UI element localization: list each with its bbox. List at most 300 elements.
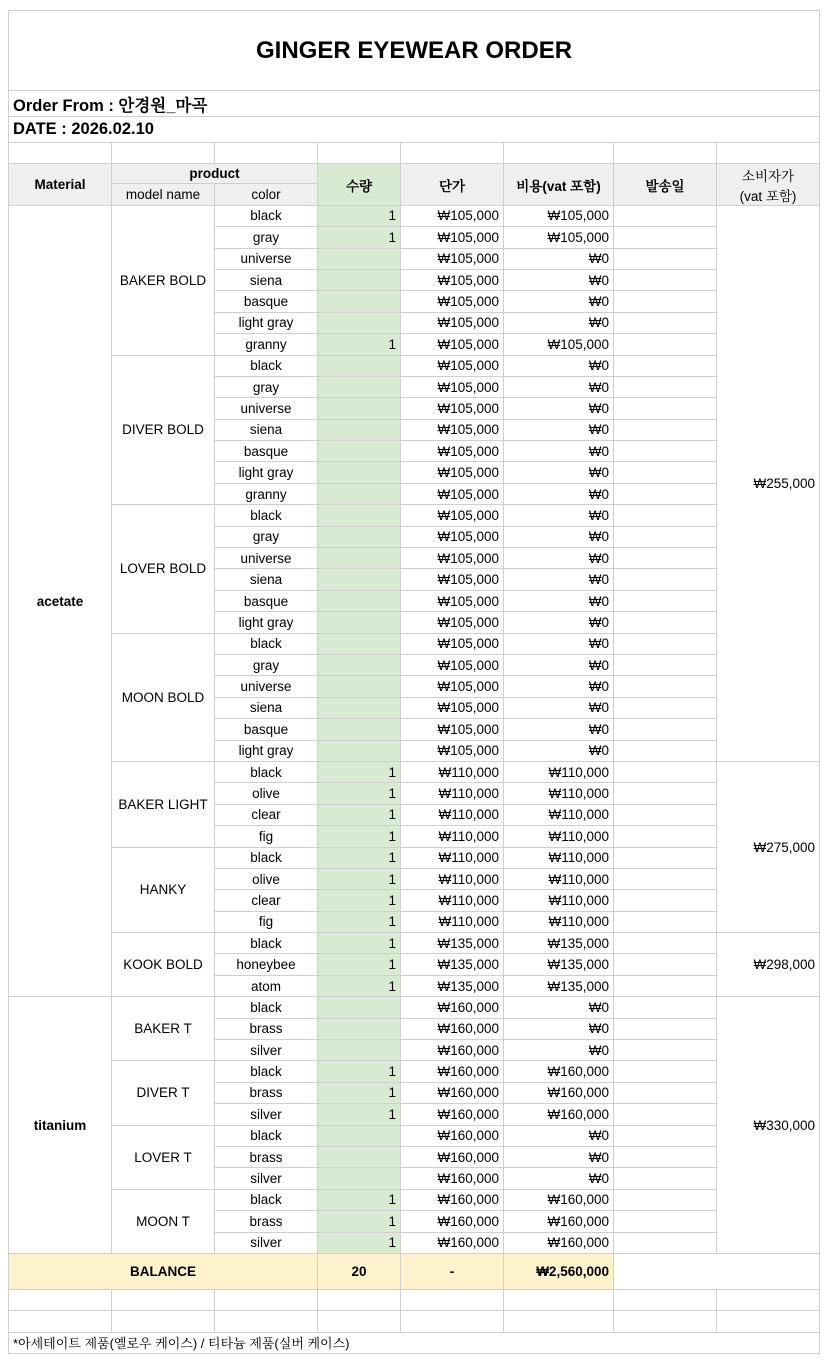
ship-date-cell[interactable] bbox=[614, 761, 717, 782]
color-cell[interactable]: fig bbox=[215, 826, 318, 847]
cost-cell[interactable]: ₩110,000 bbox=[504, 868, 614, 889]
unit-price-cell[interactable]: ₩160,000 bbox=[401, 1061, 504, 1082]
model-name-cell[interactable]: LOVER BOLD bbox=[112, 505, 215, 633]
ship-date-cell[interactable] bbox=[614, 505, 717, 526]
ship-date-cell[interactable] bbox=[614, 376, 717, 397]
ship-date-cell[interactable] bbox=[614, 654, 717, 675]
color-cell[interactable]: black bbox=[215, 505, 318, 526]
unit-price-cell[interactable]: ₩160,000 bbox=[401, 1189, 504, 1210]
color-cell[interactable]: olive bbox=[215, 868, 318, 889]
ship-date-cell[interactable] bbox=[614, 1232, 717, 1253]
cost-cell[interactable]: ₩0 bbox=[504, 526, 614, 547]
ship-date-cell[interactable] bbox=[614, 1125, 717, 1146]
cell[interactable] bbox=[318, 1311, 401, 1332]
cost-cell[interactable]: ₩0 bbox=[504, 269, 614, 290]
unit-price-cell[interactable]: ₩160,000 bbox=[401, 1082, 504, 1103]
cost-cell[interactable]: ₩0 bbox=[504, 633, 614, 654]
qty-cell[interactable] bbox=[318, 1146, 401, 1167]
ship-date-cell[interactable] bbox=[614, 826, 717, 847]
ship-date-cell[interactable] bbox=[614, 1168, 717, 1189]
cost-cell[interactable]: ₩0 bbox=[504, 248, 614, 269]
color-cell[interactable]: fig bbox=[215, 911, 318, 932]
color-cell[interactable]: brass bbox=[215, 1082, 318, 1103]
ship-date-cell[interactable] bbox=[614, 1104, 717, 1125]
ship-date-cell[interactable] bbox=[614, 804, 717, 825]
unit-price-cell[interactable]: ₩105,000 bbox=[401, 355, 504, 376]
color-cell[interactable]: black bbox=[215, 761, 318, 782]
cost-cell[interactable]: ₩0 bbox=[504, 997, 614, 1018]
header-qty[interactable]: 수량 bbox=[318, 164, 401, 205]
cell[interactable] bbox=[9, 1311, 112, 1332]
ship-date-cell[interactable] bbox=[614, 847, 717, 868]
cost-cell[interactable]: ₩0 bbox=[504, 1125, 614, 1146]
unit-price-cell[interactable]: ₩105,000 bbox=[401, 312, 504, 333]
cell[interactable] bbox=[504, 1311, 614, 1332]
cell[interactable] bbox=[504, 1289, 614, 1310]
unit-price-cell[interactable]: ₩105,000 bbox=[401, 719, 504, 740]
ship-date-cell[interactable] bbox=[614, 526, 717, 547]
cost-cell[interactable]: ₩0 bbox=[504, 569, 614, 590]
cost-cell[interactable]: ₩160,000 bbox=[504, 1061, 614, 1082]
cost-cell[interactable]: ₩0 bbox=[504, 291, 614, 312]
header-cost[interactable]: 비용(vat 포함) bbox=[504, 164, 614, 205]
qty-cell[interactable] bbox=[318, 740, 401, 761]
balance-label[interactable]: BALANCE bbox=[9, 1253, 318, 1289]
cost-cell[interactable]: ₩0 bbox=[504, 676, 614, 697]
cost-cell[interactable]: ₩0 bbox=[504, 1018, 614, 1039]
unit-price-cell[interactable]: ₩105,000 bbox=[401, 269, 504, 290]
ship-date-cell[interactable] bbox=[614, 269, 717, 290]
unit-price-cell[interactable]: ₩160,000 bbox=[401, 997, 504, 1018]
header-product[interactable]: product bbox=[112, 164, 318, 184]
unit-price-cell[interactable]: ₩110,000 bbox=[401, 868, 504, 889]
color-cell[interactable]: black bbox=[215, 633, 318, 654]
qty-cell[interactable] bbox=[318, 1168, 401, 1189]
qty-cell[interactable] bbox=[318, 612, 401, 633]
unit-price-cell[interactable]: ₩110,000 bbox=[401, 826, 504, 847]
qty-cell[interactable]: 1 bbox=[318, 227, 401, 248]
unit-price-cell[interactable]: ₩105,000 bbox=[401, 376, 504, 397]
unit-price-cell[interactable]: ₩135,000 bbox=[401, 954, 504, 975]
unit-price-cell[interactable]: ₩105,000 bbox=[401, 334, 504, 355]
ship-date-cell[interactable] bbox=[614, 633, 717, 654]
unit-price-cell[interactable]: ₩105,000 bbox=[401, 505, 504, 526]
color-cell[interactable]: light gray bbox=[215, 312, 318, 333]
qty-cell[interactable]: 1 bbox=[318, 1061, 401, 1082]
unit-price-cell[interactable]: ₩105,000 bbox=[401, 548, 504, 569]
balance-empty[interactable] bbox=[614, 1253, 820, 1289]
unit-price-cell[interactable]: ₩110,000 bbox=[401, 804, 504, 825]
ship-date-cell[interactable] bbox=[614, 740, 717, 761]
cost-cell[interactable]: ₩0 bbox=[504, 398, 614, 419]
cell[interactable] bbox=[401, 1311, 504, 1332]
unit-price-cell[interactable]: ₩160,000 bbox=[401, 1018, 504, 1039]
qty-cell[interactable] bbox=[318, 248, 401, 269]
model-name-cell[interactable]: HANKY bbox=[112, 847, 215, 933]
unit-price-cell[interactable]: ₩160,000 bbox=[401, 1168, 504, 1189]
color-cell[interactable]: olive bbox=[215, 783, 318, 804]
qty-cell[interactable]: 1 bbox=[318, 933, 401, 954]
model-name-cell[interactable]: MOON BOLD bbox=[112, 633, 215, 761]
cost-cell[interactable]: ₩0 bbox=[504, 1146, 614, 1167]
cost-cell[interactable]: ₩0 bbox=[504, 740, 614, 761]
cell[interactable] bbox=[614, 143, 717, 164]
cost-cell[interactable]: ₩110,000 bbox=[504, 890, 614, 911]
ship-date-cell[interactable] bbox=[614, 419, 717, 440]
unit-price-cell[interactable]: ₩105,000 bbox=[401, 654, 504, 675]
ship-date-cell[interactable] bbox=[614, 676, 717, 697]
ship-date-cell[interactable] bbox=[614, 205, 717, 226]
cost-cell[interactable]: ₩0 bbox=[504, 1168, 614, 1189]
ship-date-cell[interactable] bbox=[614, 612, 717, 633]
cost-cell[interactable]: ₩0 bbox=[504, 1040, 614, 1061]
ship-date-cell[interactable] bbox=[614, 697, 717, 718]
cost-cell[interactable]: ₩0 bbox=[504, 355, 614, 376]
qty-cell[interactable] bbox=[318, 483, 401, 504]
cost-cell[interactable]: ₩0 bbox=[504, 376, 614, 397]
cost-cell[interactable]: ₩110,000 bbox=[504, 783, 614, 804]
model-name-cell[interactable]: BAKER T bbox=[112, 997, 215, 1061]
cost-cell[interactable]: ₩0 bbox=[504, 719, 614, 740]
qty-cell[interactable]: 1 bbox=[318, 826, 401, 847]
ship-date-cell[interactable] bbox=[614, 911, 717, 932]
qty-cell[interactable]: 1 bbox=[318, 1104, 401, 1125]
cost-cell[interactable]: ₩0 bbox=[504, 312, 614, 333]
qty-cell[interactable] bbox=[318, 1125, 401, 1146]
color-cell[interactable]: siena bbox=[215, 419, 318, 440]
color-cell[interactable]: silver bbox=[215, 1232, 318, 1253]
model-name-cell[interactable]: DIVER T bbox=[112, 1061, 215, 1125]
color-cell[interactable]: clear bbox=[215, 804, 318, 825]
qty-cell[interactable]: 1 bbox=[318, 804, 401, 825]
model-name-cell[interactable]: KOOK BOLD bbox=[112, 933, 215, 997]
header-color[interactable]: color bbox=[215, 184, 318, 205]
unit-price-cell[interactable]: ₩105,000 bbox=[401, 633, 504, 654]
color-cell[interactable]: siena bbox=[215, 697, 318, 718]
color-cell[interactable]: light gray bbox=[215, 612, 318, 633]
ship-date-cell[interactable] bbox=[614, 355, 717, 376]
footnote[interactable]: *아세테이트 제품(옐로우 케이스) / 티타늄 제품(실버 케이스) bbox=[9, 1332, 820, 1353]
qty-cell[interactable]: 1 bbox=[318, 334, 401, 355]
ship-date-cell[interactable] bbox=[614, 933, 717, 954]
unit-price-cell[interactable]: ₩160,000 bbox=[401, 1232, 504, 1253]
color-cell[interactable]: granny bbox=[215, 334, 318, 355]
color-cell[interactable]: gray bbox=[215, 654, 318, 675]
ship-date-cell[interactable] bbox=[614, 548, 717, 569]
model-name-cell[interactable]: LOVER T bbox=[112, 1125, 215, 1189]
qty-cell[interactable] bbox=[318, 590, 401, 611]
qty-cell[interactable] bbox=[318, 676, 401, 697]
qty-cell[interactable] bbox=[318, 419, 401, 440]
unit-price-cell[interactable]: ₩160,000 bbox=[401, 1146, 504, 1167]
qty-cell[interactable]: 1 bbox=[318, 868, 401, 889]
cell[interactable] bbox=[717, 1289, 820, 1310]
color-cell[interactable]: brass bbox=[215, 1018, 318, 1039]
cost-cell[interactable]: ₩0 bbox=[504, 419, 614, 440]
ship-date-cell[interactable] bbox=[614, 1211, 717, 1232]
unit-price-cell[interactable]: ₩110,000 bbox=[401, 911, 504, 932]
cell[interactable] bbox=[717, 1311, 820, 1332]
qty-cell[interactable] bbox=[318, 312, 401, 333]
balance-cost[interactable]: ₩2,560,000 bbox=[504, 1253, 614, 1289]
cell[interactable] bbox=[318, 1289, 401, 1310]
cost-cell[interactable]: ₩0 bbox=[504, 441, 614, 462]
color-cell[interactable]: black bbox=[215, 847, 318, 868]
color-cell[interactable]: silver bbox=[215, 1168, 318, 1189]
ship-date-cell[interactable] bbox=[614, 890, 717, 911]
color-cell[interactable]: granny bbox=[215, 483, 318, 504]
unit-price-cell[interactable]: ₩105,000 bbox=[401, 227, 504, 248]
model-name-cell[interactable]: MOON T bbox=[112, 1189, 215, 1253]
cost-cell[interactable]: ₩0 bbox=[504, 548, 614, 569]
color-cell[interactable]: siena bbox=[215, 269, 318, 290]
cell[interactable] bbox=[112, 1289, 215, 1310]
unit-price-cell[interactable]: ₩105,000 bbox=[401, 291, 504, 312]
color-cell[interactable]: gray bbox=[215, 526, 318, 547]
color-cell[interactable]: light gray bbox=[215, 462, 318, 483]
retail-price-cell[interactable]: ₩255,000 bbox=[717, 205, 820, 761]
unit-price-cell[interactable]: ₩105,000 bbox=[401, 398, 504, 419]
cost-cell[interactable]: ₩0 bbox=[504, 654, 614, 675]
retail-price-cell[interactable]: ₩330,000 bbox=[717, 997, 820, 1254]
ship-date-cell[interactable] bbox=[614, 398, 717, 419]
qty-cell[interactable] bbox=[318, 697, 401, 718]
material-cell[interactable]: acetate bbox=[9, 205, 112, 996]
ship-date-cell[interactable] bbox=[614, 1082, 717, 1103]
ship-date-cell[interactable] bbox=[614, 1018, 717, 1039]
qty-cell[interactable] bbox=[318, 462, 401, 483]
color-cell[interactable]: gray bbox=[215, 227, 318, 248]
header-ship-date[interactable]: 발송일 bbox=[614, 164, 717, 205]
qty-cell[interactable] bbox=[318, 376, 401, 397]
unit-price-cell[interactable]: ₩105,000 bbox=[401, 526, 504, 547]
cost-cell[interactable]: ₩110,000 bbox=[504, 847, 614, 868]
ship-date-cell[interactable] bbox=[614, 1189, 717, 1210]
unit-price-cell[interactable]: ₩105,000 bbox=[401, 569, 504, 590]
material-cell[interactable]: titanium bbox=[9, 997, 112, 1254]
unit-price-cell[interactable]: ₩105,000 bbox=[401, 419, 504, 440]
qty-cell[interactable] bbox=[318, 548, 401, 569]
color-cell[interactable]: atom bbox=[215, 975, 318, 996]
unit-price-cell[interactable]: ₩160,000 bbox=[401, 1211, 504, 1232]
qty-cell[interactable] bbox=[318, 526, 401, 547]
qty-cell[interactable] bbox=[318, 654, 401, 675]
ship-date-cell[interactable] bbox=[614, 868, 717, 889]
cost-cell[interactable]: ₩0 bbox=[504, 697, 614, 718]
qty-cell[interactable]: 1 bbox=[318, 783, 401, 804]
unit-price-cell[interactable]: ₩105,000 bbox=[401, 205, 504, 226]
color-cell[interactable]: honeybee bbox=[215, 954, 318, 975]
cost-cell[interactable]: ₩110,000 bbox=[504, 761, 614, 782]
model-name-cell[interactable]: BAKER BOLD bbox=[112, 205, 215, 355]
cost-cell[interactable]: ₩110,000 bbox=[504, 911, 614, 932]
header-unit-price[interactable]: 단가 bbox=[401, 164, 504, 205]
color-cell[interactable]: silver bbox=[215, 1040, 318, 1061]
qty-cell[interactable]: 1 bbox=[318, 761, 401, 782]
qty-cell[interactable] bbox=[318, 505, 401, 526]
color-cell[interactable]: black bbox=[215, 205, 318, 226]
qty-cell[interactable] bbox=[318, 1040, 401, 1061]
color-cell[interactable]: basque bbox=[215, 719, 318, 740]
color-cell[interactable]: universe bbox=[215, 398, 318, 419]
cost-cell[interactable]: ₩160,000 bbox=[504, 1232, 614, 1253]
unit-price-cell[interactable]: ₩105,000 bbox=[401, 248, 504, 269]
color-cell[interactable]: black bbox=[215, 1189, 318, 1210]
balance-qty[interactable]: 20 bbox=[318, 1253, 401, 1289]
header-model-name[interactable]: model name bbox=[112, 184, 215, 205]
retail-price-cell[interactable]: ₩298,000 bbox=[717, 933, 820, 997]
ship-date-cell[interactable] bbox=[614, 312, 717, 333]
cost-cell[interactable]: ₩160,000 bbox=[504, 1082, 614, 1103]
ship-date-cell[interactable] bbox=[614, 569, 717, 590]
cost-cell[interactable]: ₩110,000 bbox=[504, 826, 614, 847]
color-cell[interactable]: black bbox=[215, 1061, 318, 1082]
cell[interactable] bbox=[9, 1289, 112, 1310]
ship-date-cell[interactable] bbox=[614, 997, 717, 1018]
cost-cell[interactable]: ₩0 bbox=[504, 505, 614, 526]
qty-cell[interactable]: 1 bbox=[318, 911, 401, 932]
cost-cell[interactable]: ₩0 bbox=[504, 483, 614, 504]
color-cell[interactable]: black bbox=[215, 933, 318, 954]
unit-price-cell[interactable]: ₩135,000 bbox=[401, 933, 504, 954]
ship-date-cell[interactable] bbox=[614, 483, 717, 504]
unit-price-cell[interactable]: ₩110,000 bbox=[401, 783, 504, 804]
color-cell[interactable]: black bbox=[215, 355, 318, 376]
model-name-cell[interactable]: BAKER LIGHT bbox=[112, 761, 215, 847]
qty-cell[interactable]: 1 bbox=[318, 1211, 401, 1232]
color-cell[interactable]: universe bbox=[215, 676, 318, 697]
ship-date-cell[interactable] bbox=[614, 1040, 717, 1061]
unit-price-cell[interactable]: ₩110,000 bbox=[401, 890, 504, 911]
unit-price-cell[interactable]: ₩105,000 bbox=[401, 441, 504, 462]
color-cell[interactable]: brass bbox=[215, 1146, 318, 1167]
qty-cell[interactable] bbox=[318, 997, 401, 1018]
unit-price-cell[interactable]: ₩105,000 bbox=[401, 590, 504, 611]
cell[interactable] bbox=[614, 1311, 717, 1332]
ship-date-cell[interactable] bbox=[614, 334, 717, 355]
ship-date-cell[interactable] bbox=[614, 954, 717, 975]
color-cell[interactable]: silver bbox=[215, 1104, 318, 1125]
cell[interactable] bbox=[401, 1289, 504, 1310]
ship-date-cell[interactable] bbox=[614, 248, 717, 269]
cell[interactable] bbox=[717, 143, 820, 164]
qty-cell[interactable] bbox=[318, 719, 401, 740]
unit-price-cell[interactable]: ₩105,000 bbox=[401, 612, 504, 633]
color-cell[interactable]: clear bbox=[215, 890, 318, 911]
qty-cell[interactable]: 1 bbox=[318, 205, 401, 226]
unit-price-cell[interactable]: ₩110,000 bbox=[401, 847, 504, 868]
qty-cell[interactable] bbox=[318, 291, 401, 312]
qty-cell[interactable]: 1 bbox=[318, 1082, 401, 1103]
color-cell[interactable]: black bbox=[215, 1125, 318, 1146]
cost-cell[interactable]: ₩135,000 bbox=[504, 954, 614, 975]
cost-cell[interactable]: ₩105,000 bbox=[504, 334, 614, 355]
qty-cell[interactable]: 1 bbox=[318, 890, 401, 911]
qty-cell[interactable] bbox=[318, 1018, 401, 1039]
color-cell[interactable]: basque bbox=[215, 291, 318, 312]
cost-cell[interactable]: ₩135,000 bbox=[504, 933, 614, 954]
color-cell[interactable]: brass bbox=[215, 1211, 318, 1232]
cell[interactable] bbox=[112, 143, 215, 164]
qty-cell[interactable] bbox=[318, 269, 401, 290]
ship-date-cell[interactable] bbox=[614, 462, 717, 483]
qty-cell[interactable]: 1 bbox=[318, 1189, 401, 1210]
cell[interactable] bbox=[215, 1311, 318, 1332]
order-date[interactable]: DATE : 2026.02.10 bbox=[9, 117, 820, 143]
color-cell[interactable]: black bbox=[215, 997, 318, 1018]
qty-cell[interactable]: 1 bbox=[318, 1232, 401, 1253]
unit-price-cell[interactable]: ₩160,000 bbox=[401, 1104, 504, 1125]
model-name-cell[interactable]: DIVER BOLD bbox=[112, 355, 215, 505]
qty-cell[interactable] bbox=[318, 355, 401, 376]
color-cell[interactable]: basque bbox=[215, 590, 318, 611]
ship-date-cell[interactable] bbox=[614, 719, 717, 740]
ship-date-cell[interactable] bbox=[614, 1061, 717, 1082]
ship-date-cell[interactable] bbox=[614, 590, 717, 611]
unit-price-cell[interactable]: ₩160,000 bbox=[401, 1125, 504, 1146]
color-cell[interactable]: universe bbox=[215, 548, 318, 569]
color-cell[interactable]: basque bbox=[215, 441, 318, 462]
cell[interactable] bbox=[9, 143, 112, 164]
retail-price-cell[interactable]: ₩275,000 bbox=[717, 761, 820, 932]
cell[interactable] bbox=[215, 1289, 318, 1310]
color-cell[interactable]: gray bbox=[215, 376, 318, 397]
cost-cell[interactable]: ₩0 bbox=[504, 590, 614, 611]
ship-date-cell[interactable] bbox=[614, 975, 717, 996]
cell[interactable] bbox=[318, 143, 401, 164]
cost-cell[interactable]: ₩160,000 bbox=[504, 1104, 614, 1125]
cost-cell[interactable]: ₩0 bbox=[504, 612, 614, 633]
cell[interactable] bbox=[504, 143, 614, 164]
ship-date-cell[interactable] bbox=[614, 783, 717, 804]
unit-price-cell[interactable]: ₩160,000 bbox=[401, 1040, 504, 1061]
cell[interactable] bbox=[401, 143, 504, 164]
ship-date-cell[interactable] bbox=[614, 1146, 717, 1167]
ship-date-cell[interactable] bbox=[614, 227, 717, 248]
unit-price-cell[interactable]: ₩105,000 bbox=[401, 740, 504, 761]
cell[interactable] bbox=[614, 1289, 717, 1310]
unit-price-cell[interactable]: ₩110,000 bbox=[401, 761, 504, 782]
unit-price-cell[interactable]: ₩105,000 bbox=[401, 462, 504, 483]
cost-cell[interactable]: ₩105,000 bbox=[504, 227, 614, 248]
cost-cell[interactable]: ₩110,000 bbox=[504, 804, 614, 825]
unit-price-cell[interactable]: ₩105,000 bbox=[401, 483, 504, 504]
qty-cell[interactable] bbox=[318, 633, 401, 654]
order-from[interactable]: Order From : 안경원_마곡 bbox=[9, 91, 820, 117]
ship-date-cell[interactable] bbox=[614, 441, 717, 462]
unit-price-cell[interactable]: ₩105,000 bbox=[401, 697, 504, 718]
qty-cell[interactable] bbox=[318, 569, 401, 590]
cost-cell[interactable]: ₩160,000 bbox=[504, 1211, 614, 1232]
sheet-title[interactable]: GINGER EYEWEAR ORDER bbox=[9, 11, 820, 91]
qty-cell[interactable]: 1 bbox=[318, 847, 401, 868]
unit-price-cell[interactable]: ₩135,000 bbox=[401, 975, 504, 996]
color-cell[interactable]: siena bbox=[215, 569, 318, 590]
qty-cell[interactable] bbox=[318, 398, 401, 419]
cost-cell[interactable]: ₩160,000 bbox=[504, 1189, 614, 1210]
ship-date-cell[interactable] bbox=[614, 291, 717, 312]
color-cell[interactable]: light gray bbox=[215, 740, 318, 761]
color-cell[interactable]: universe bbox=[215, 248, 318, 269]
qty-cell[interactable]: 1 bbox=[318, 954, 401, 975]
header-retail-price[interactable] bbox=[717, 164, 820, 205]
qty-cell[interactable] bbox=[318, 441, 401, 462]
cost-cell[interactable]: ₩135,000 bbox=[504, 975, 614, 996]
header-material[interactable]: Material bbox=[9, 164, 112, 205]
balance-price[interactable]: - bbox=[401, 1253, 504, 1289]
qty-cell[interactable]: 1 bbox=[318, 975, 401, 996]
cost-cell[interactable]: ₩0 bbox=[504, 462, 614, 483]
